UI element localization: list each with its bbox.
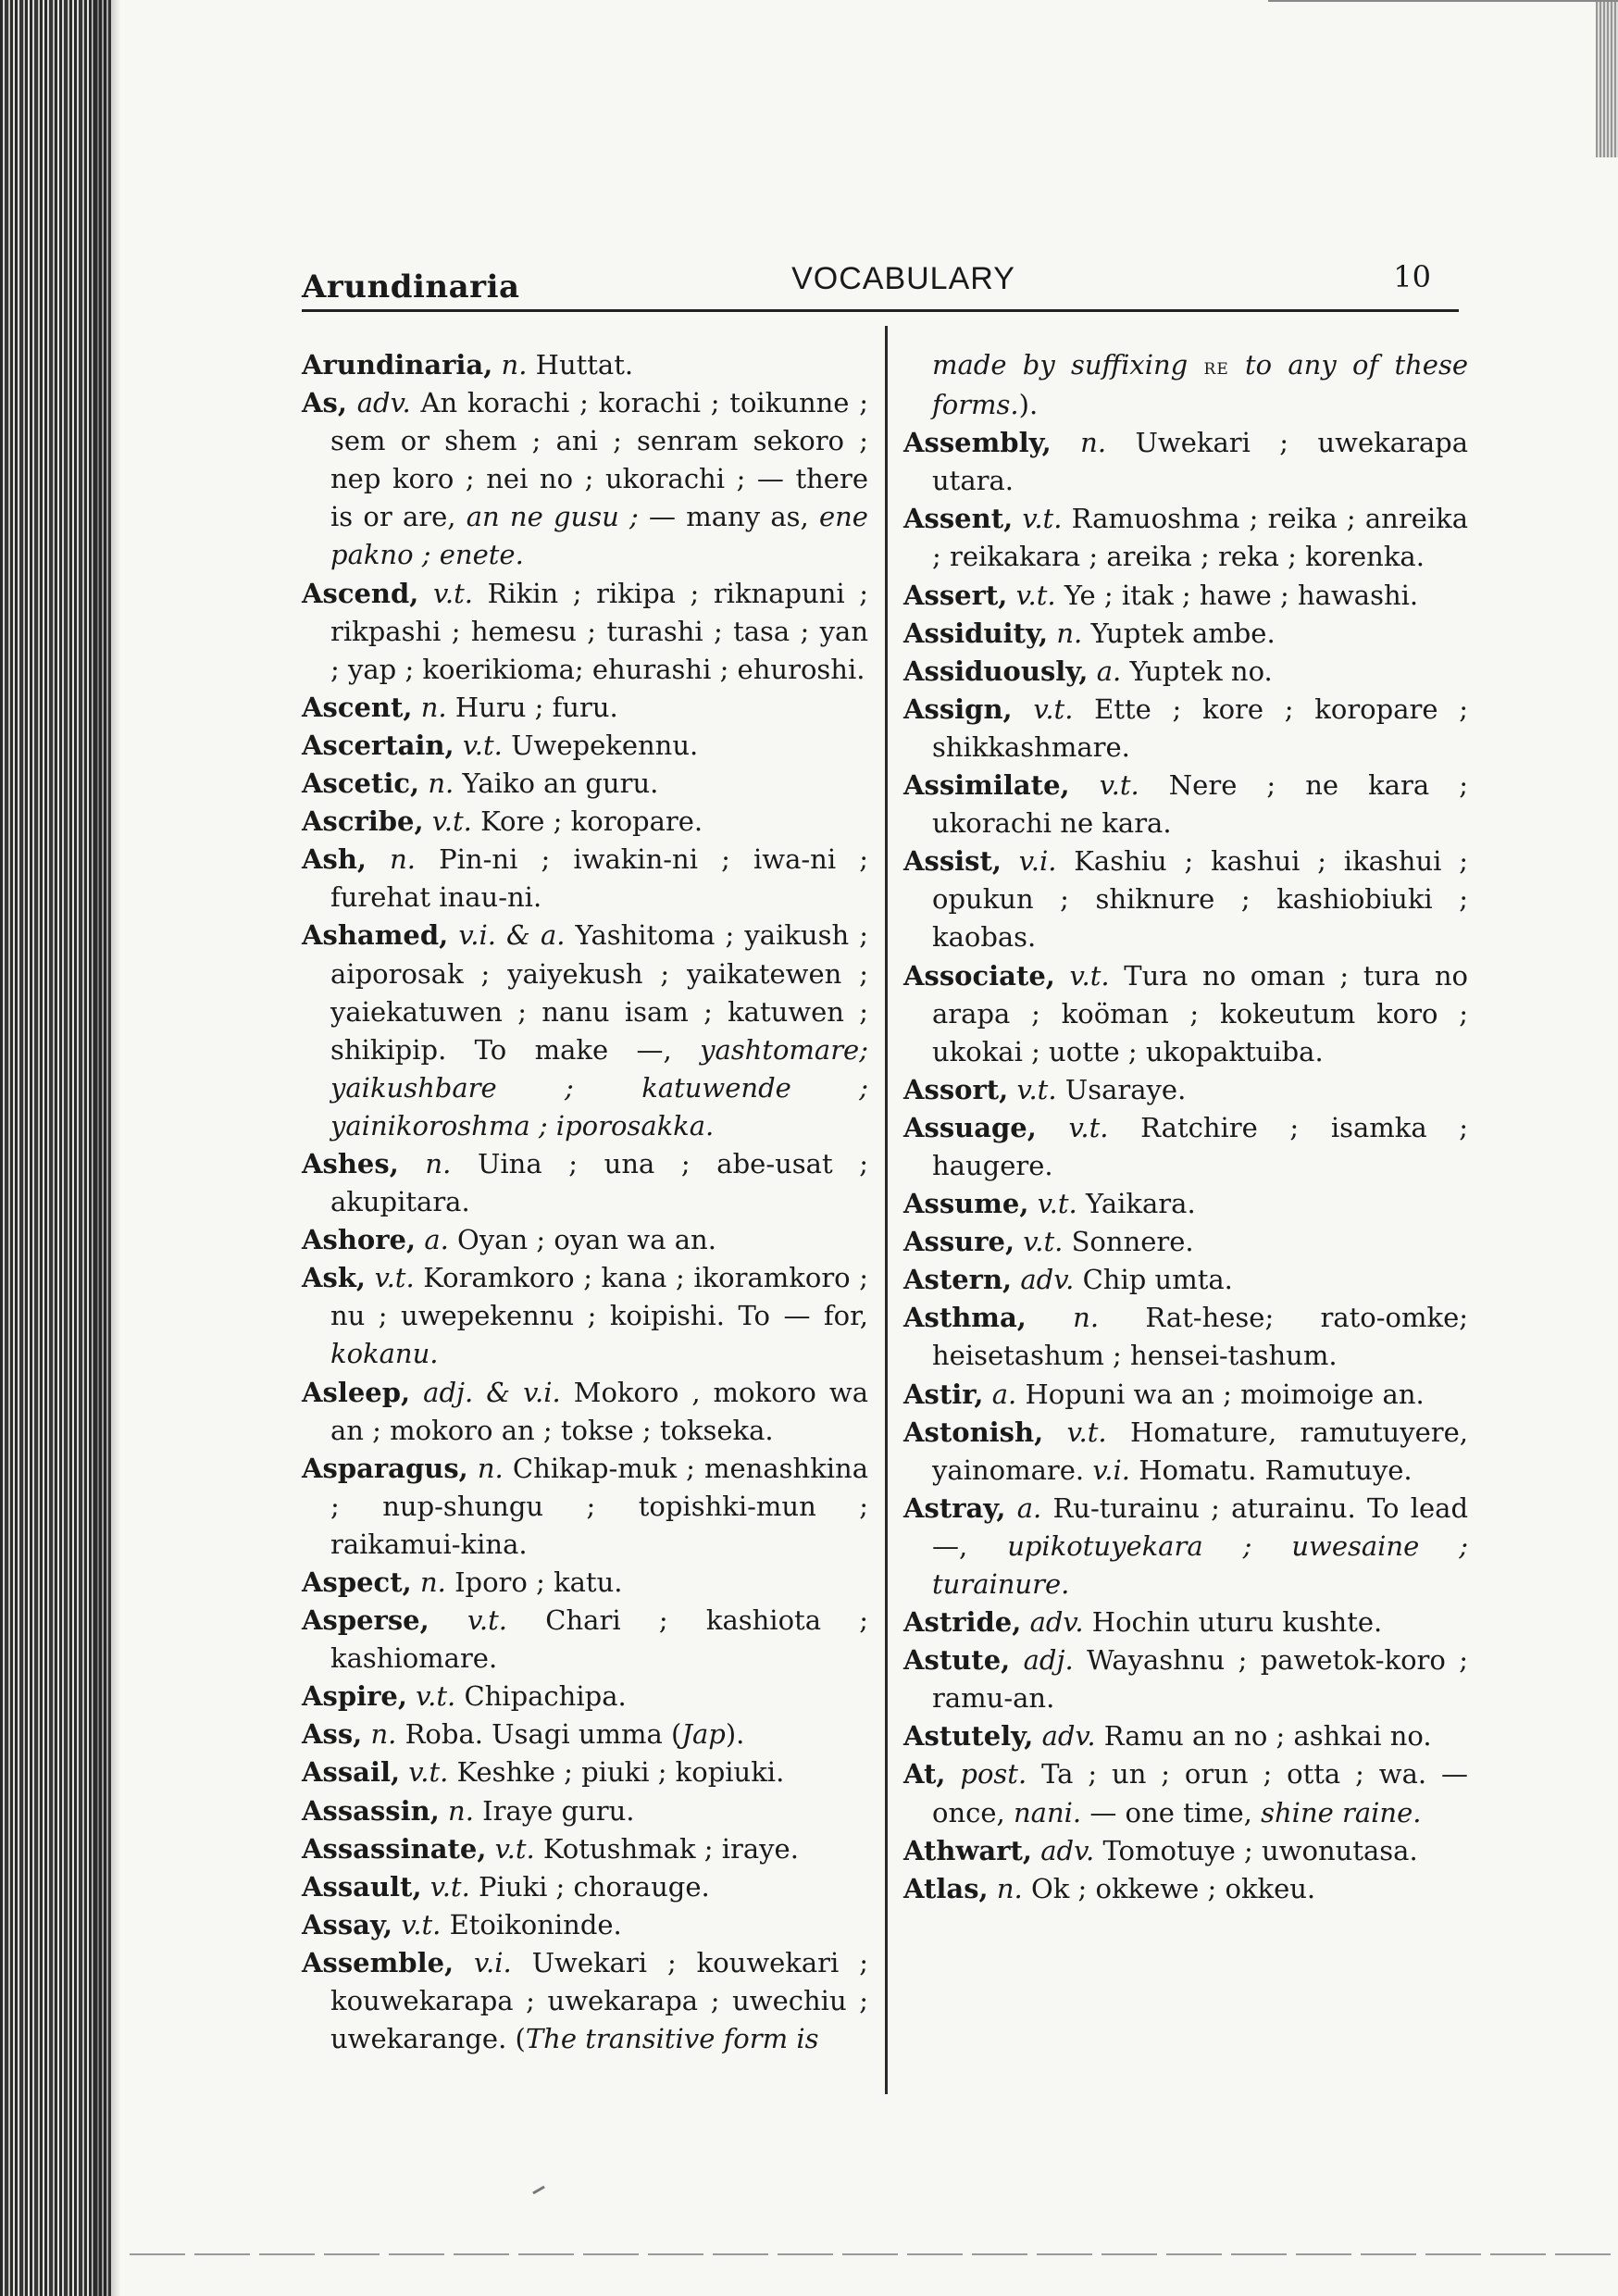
page-edge-shadow bbox=[1596, 0, 1618, 157]
dictionary-entry bbox=[302, 765, 868, 803]
italic-translation: shine raine. bbox=[1261, 1796, 1422, 1828]
definition-text: Kashiu ; kashui ; ikashui ; opukun ; shiknure ; kashiobiuki ; kaobas. bbox=[932, 845, 1468, 954]
top-edge-line bbox=[1268, 0, 1618, 2]
part-of-speech: n. bbox=[1080, 427, 1107, 459]
part-of-speech: n. bbox=[425, 1147, 452, 1179]
headword: Assign, bbox=[903, 693, 1013, 725]
definition-text: Hochin uturu kushte. bbox=[1091, 1606, 1383, 1639]
headword: Astir, bbox=[903, 1378, 984, 1410]
page-number: 10 bbox=[1393, 259, 1431, 294]
headword: Ashore, bbox=[302, 1224, 417, 1256]
definition-text: Huru ; furu. bbox=[454, 691, 618, 723]
dictionary-entry bbox=[903, 1414, 1468, 1490]
italic-translation: nani. bbox=[1013, 1796, 1082, 1828]
dictionary-entry bbox=[903, 424, 1468, 500]
dictionary-entry bbox=[903, 1832, 1468, 1870]
right-column bbox=[903, 346, 1468, 1908]
headword: At, bbox=[903, 1758, 946, 1791]
headword: Assuage, bbox=[903, 1111, 1037, 1143]
part-of-speech: n. bbox=[1056, 617, 1083, 649]
definition-text: Kore ; koropare. bbox=[480, 805, 703, 838]
definition-text: Chip umta. bbox=[1082, 1264, 1233, 1296]
part-of-speech: adv. bbox=[1020, 1264, 1075, 1296]
part-of-speech: v.i. & a. bbox=[458, 919, 566, 952]
definition-text: Oyan ; oyan wa an. bbox=[457, 1224, 716, 1256]
dictionary-entry bbox=[903, 1603, 1468, 1641]
part-of-speech: v.i. bbox=[474, 1946, 512, 1978]
definition-text: Wayashnu ; pawetok-koro ; ramu-an. bbox=[932, 1644, 1468, 1715]
definition-text: Ette ; kore ; koropare ; shikkashmare. bbox=[932, 693, 1469, 763]
dictionary-entry bbox=[903, 653, 1468, 691]
part-of-speech: n. bbox=[1073, 1302, 1100, 1334]
headword: Assimilate, bbox=[903, 769, 1070, 802]
headword: Ascertain, bbox=[302, 729, 454, 761]
dictionary-entry bbox=[302, 575, 868, 689]
part-of-speech: v.t. bbox=[401, 1908, 442, 1940]
headword: Ascent, bbox=[302, 691, 413, 723]
dictionary-entry bbox=[903, 1490, 1468, 1603]
dictionary-entry bbox=[302, 1868, 868, 1906]
definition-text: ). bbox=[1018, 389, 1039, 421]
headword: Ask, bbox=[302, 1262, 367, 1294]
dictionary-entry bbox=[903, 957, 1468, 1071]
italic-translation: Jap bbox=[681, 1718, 726, 1751]
part-of-speech: adj. bbox=[1023, 1644, 1074, 1677]
dictionary-entry bbox=[903, 1071, 1468, 1109]
part-of-speech: n. bbox=[390, 843, 417, 876]
dictionary-entry bbox=[302, 917, 868, 1145]
definition-text: Huttat. bbox=[535, 349, 634, 381]
dictionary-entry bbox=[903, 767, 1468, 842]
part-of-speech: adv. bbox=[1041, 1720, 1096, 1753]
headword: Ascetic, bbox=[302, 767, 420, 800]
definition-text: Chipachipa. bbox=[464, 1680, 627, 1713]
part-of-speech: v.t. bbox=[1015, 579, 1056, 611]
italic-translation: upikotuyekara ; uwesaine ; turainure. bbox=[932, 1529, 1468, 1600]
headword: Assay, bbox=[302, 1908, 393, 1940]
definition-text: Nere ; ne kara ; ukorachi ne kara. bbox=[932, 769, 1468, 840]
part-of-speech: n. bbox=[420, 691, 447, 723]
headword: Ash, bbox=[302, 843, 367, 876]
dictionary-entry bbox=[302, 1753, 868, 1791]
headword: Assassin, bbox=[302, 1794, 440, 1827]
dictionary-entry bbox=[302, 841, 868, 917]
headword: Aspire, bbox=[302, 1680, 407, 1713]
headword: As, bbox=[302, 387, 347, 419]
part-of-speech: v.t. bbox=[1022, 503, 1063, 535]
dictionary-entry bbox=[903, 1109, 1468, 1185]
definition-text: Etoikoninde. bbox=[449, 1908, 622, 1940]
part-of-speech: a. bbox=[991, 1378, 1017, 1410]
part-of-speech: v.i. bbox=[1018, 845, 1057, 878]
headword: Assert, bbox=[903, 579, 1008, 611]
headword: Assault, bbox=[302, 1870, 422, 1903]
definition-text: Rikin ; rikipa ; riknapuni ; rikpashi ; hemesu ; turashi ; tasa ; yan ; yap ; koerikioma; ehurashi ; ehuroshi. bbox=[330, 577, 869, 685]
dictionary-entry bbox=[302, 1944, 868, 2058]
italic-translation: yashtomare; yaikushbare ; katuwende ; yainikoroshma ; iporosakka. bbox=[330, 1033, 868, 1142]
dictionary-entry bbox=[903, 1185, 1468, 1223]
running-head bbox=[302, 259, 1459, 307]
part-of-speech: v.t. bbox=[1069, 959, 1110, 992]
definition-text: Rat-hese; rato-omke; heisetashum ; hensei-tashum. bbox=[932, 1302, 1469, 1372]
headword: Assiduously, bbox=[903, 655, 1089, 687]
part-of-speech: n. bbox=[477, 1452, 504, 1484]
entry-continuation bbox=[903, 346, 1468, 424]
headword: Assassinate, bbox=[302, 1832, 487, 1865]
definition-text: Keshke ; piuki ; kopiuki. bbox=[456, 1756, 785, 1789]
dictionary-entry bbox=[903, 1755, 1468, 1831]
headword: Assail, bbox=[302, 1756, 401, 1789]
part-of-speech: n. bbox=[996, 1872, 1023, 1904]
dictionary-entry bbox=[302, 1830, 868, 1868]
binding-gutter-fade bbox=[93, 0, 120, 2296]
headword: Astern, bbox=[903, 1264, 1013, 1296]
headword: Arundinaria, bbox=[302, 349, 493, 381]
definition-text: An korachi ; korachi ; toikunne ; sem or shem ; ani ; senram sekoro ; nep koro ; nei no ; ukorachi ; — there is or are, bbox=[330, 387, 869, 533]
part-of-speech: v.t. bbox=[1033, 693, 1074, 725]
headword: Atlas, bbox=[903, 1872, 989, 1904]
headword: Astride, bbox=[903, 1606, 1022, 1639]
definition-text: Ratchire ; isamka ; haugere. bbox=[932, 1111, 1469, 1181]
part-of-speech: post. bbox=[960, 1758, 1027, 1791]
definition-text: Homature, ramutuyere, yainomare. bbox=[932, 1416, 1469, 1486]
definition-text: Piuki ; chorauge. bbox=[479, 1870, 710, 1903]
part-of-speech: a. bbox=[424, 1224, 449, 1256]
headword: Assort, bbox=[903, 1073, 1009, 1105]
dictionary-entry bbox=[903, 500, 1468, 576]
definition-text: Yaiko an guru. bbox=[462, 767, 659, 800]
part-of-speech: n. bbox=[501, 349, 528, 381]
definition-text: Ru-turainu ; aturainu. To lead —, bbox=[932, 1491, 1469, 1562]
dictionary-entry bbox=[302, 1906, 868, 1944]
part-of-speech: v.t. bbox=[1016, 1073, 1057, 1105]
headword: Assemble, bbox=[302, 1946, 454, 1978]
part-of-speech: v.t. bbox=[494, 1832, 535, 1865]
headword: Assume, bbox=[903, 1188, 1029, 1220]
dictionary-entry bbox=[903, 1870, 1468, 1908]
running-head-section-title: VOCABULARY bbox=[791, 261, 1015, 296]
part-of-speech: n. bbox=[419, 1566, 446, 1598]
headword: Asparagus, bbox=[302, 1452, 468, 1484]
headword: Astutely, bbox=[903, 1720, 1034, 1753]
part-of-speech: v.t. bbox=[1037, 1188, 1077, 1220]
part-of-speech: v.t. bbox=[1099, 769, 1139, 802]
dictionary-entry bbox=[903, 615, 1468, 653]
definition-text: Chari ; kashiota ; kashiomare. bbox=[330, 1604, 869, 1675]
dictionary-entry bbox=[903, 1641, 1468, 1717]
headword: Ascribe, bbox=[302, 805, 424, 838]
part-of-speech: v.t. bbox=[1023, 1226, 1064, 1258]
dictionary-entry bbox=[903, 577, 1468, 615]
definition-text: Uwepekennu. bbox=[511, 729, 699, 761]
dictionary-entry bbox=[302, 803, 868, 841]
definition-text: Yashitoma ; yaikush ; aiporosak ; yaiyekush ; yaikatewen ; yaiekatuwen ; nanu isam ; katuwen ; shikipip. To make —, bbox=[330, 919, 869, 1066]
headword: Asthma, bbox=[903, 1302, 1027, 1334]
part-of-speech: v.t. bbox=[467, 1604, 508, 1637]
running-head-guide-word: Arundinaria bbox=[302, 268, 520, 306]
small-caps-text: re bbox=[1203, 354, 1229, 380]
definition-text: Uwekari ; uwekarapa utara. bbox=[932, 427, 1469, 497]
definition-text: Mokoro , mokoro wa an ; mokoro an ; tokse ; tokseka. bbox=[330, 1376, 869, 1446]
definition-text: Usaraye. bbox=[1064, 1073, 1187, 1105]
part-of-speech: v.t. bbox=[416, 1680, 456, 1713]
dictionary-entry bbox=[302, 346, 868, 384]
headword: Astute, bbox=[903, 1644, 1011, 1677]
definition-text: Sonnere. bbox=[1071, 1226, 1194, 1258]
headword: Astonish, bbox=[903, 1416, 1044, 1448]
dictionary-entry bbox=[302, 1602, 868, 1678]
definition-text: Homatu. Ramutuye. bbox=[1130, 1454, 1413, 1486]
part-of-speech: adv. bbox=[1029, 1606, 1084, 1639]
dictionary-entry bbox=[302, 727, 868, 765]
dictionary-entry bbox=[903, 1223, 1468, 1261]
headword: Aspect, bbox=[302, 1566, 412, 1598]
headword: Associate, bbox=[903, 959, 1055, 992]
stray-mark bbox=[532, 2186, 545, 2195]
definition-text: Koramkoro ; kana ; ikoramkoro ; nu ; uwepekennu ; koipishi. To — for, bbox=[330, 1262, 869, 1332]
definition-text: Tura no oman ; tura no arapa ; koöman ; kokeutum koro ; ukokai ; uotte ; ukopaktuiba. bbox=[932, 959, 1469, 1067]
part-of-speech: n. bbox=[428, 767, 454, 800]
definition-text: — many as, bbox=[638, 501, 819, 533]
part-of-speech: v.t. bbox=[429, 1870, 470, 1903]
headword: Assembly, bbox=[903, 427, 1052, 459]
definition-text: Ok ; okkewe ; okkeu. bbox=[1030, 1872, 1316, 1904]
part-of-speech: v.t. bbox=[374, 1262, 415, 1294]
part-of-speech: adv. bbox=[356, 387, 411, 419]
part-of-speech: v.t. bbox=[408, 1756, 449, 1789]
definition-text: Roba. Usagi umma ( bbox=[404, 1718, 682, 1751]
definition-text: Yuptek no. bbox=[1129, 655, 1273, 687]
part-of-speech: n. bbox=[370, 1718, 397, 1751]
part-of-speech: a. bbox=[1016, 1491, 1042, 1524]
dictionary-entry bbox=[302, 1221, 868, 1259]
definition-text: Uwekari ; kouwekari ; kouwekarapa ; uwekarapa ; uwechiu ; uwekarange. ( bbox=[330, 1946, 868, 2055]
definition-text: Uina ; una ; abe-usat ; akupitara. bbox=[330, 1147, 869, 1218]
part-of-speech: v.t. bbox=[432, 577, 474, 609]
bottom-edge-line bbox=[130, 2253, 1618, 2255]
dictionary-entry bbox=[302, 1678, 868, 1716]
definition-text: Iraye guru. bbox=[482, 1794, 635, 1827]
italic-translation: The transitive form is bbox=[525, 2023, 819, 2055]
dictionary-entry bbox=[302, 689, 868, 727]
left-column bbox=[302, 346, 868, 2058]
dictionary-entry bbox=[302, 1564, 868, 1602]
italic-translation: ene pakno ; enete. bbox=[330, 501, 868, 571]
part-of-speech: n. bbox=[448, 1794, 474, 1827]
dictionary-entry bbox=[302, 384, 868, 574]
headword: Asperse, bbox=[302, 1604, 429, 1637]
dictionary-entry bbox=[903, 691, 1468, 767]
definition-text: — one time, bbox=[1081, 1796, 1262, 1828]
italic-translation: v.i. bbox=[1092, 1454, 1130, 1486]
headword: Ashamed, bbox=[302, 919, 449, 952]
definition-text: ). bbox=[725, 1718, 745, 1751]
dictionary-entry bbox=[903, 1717, 1468, 1755]
dictionary-entry bbox=[302, 1374, 868, 1450]
definition-text: Ye ; itak ; hawe ; hawashi. bbox=[1064, 579, 1419, 611]
definition-text: Tomotuye ; uwonutasa. bbox=[1102, 1834, 1418, 1866]
headword: Ashes, bbox=[302, 1147, 399, 1179]
italic-translation: to any of these forms. bbox=[932, 349, 1468, 421]
dictionary-entry bbox=[903, 1299, 1468, 1375]
dictionary-entry bbox=[903, 842, 1468, 956]
definition-text: Chikap-muk ; menashkina ; nup-shungu ; topishki-mun ; raikamui-kina. bbox=[330, 1452, 869, 1560]
headword: Assent, bbox=[903, 503, 1014, 535]
part-of-speech: v.t. bbox=[1066, 1416, 1107, 1448]
column-divider bbox=[885, 326, 888, 2094]
definition-text: Ta ; un ; orun ; otta ; wa. — once, bbox=[932, 1758, 1469, 1828]
headword: Astray, bbox=[903, 1491, 1006, 1524]
dictionary-entry bbox=[302, 1145, 868, 1221]
part-of-speech: adj. & v.i. bbox=[423, 1376, 561, 1408]
headword: Ass, bbox=[302, 1718, 363, 1751]
definition-text: Yaikara. bbox=[1085, 1188, 1196, 1220]
headword: Ascend, bbox=[302, 577, 419, 609]
definition-text: Hopuni wa an ; moimoige an. bbox=[1025, 1378, 1425, 1410]
part-of-speech: v.t. bbox=[1068, 1111, 1109, 1143]
definition-text: Iporo ; katu. bbox=[454, 1566, 623, 1598]
part-of-speech: v.t. bbox=[462, 729, 503, 761]
dictionary-entry bbox=[302, 1716, 868, 1753]
italic-translation: kokanu. bbox=[330, 1338, 439, 1370]
header-rule bbox=[302, 309, 1459, 312]
dictionary-entry bbox=[903, 1376, 1468, 1414]
headword: Asleep, bbox=[302, 1376, 411, 1408]
definition-text: Ramuoshma ; reika ; anreika ; reikakara ; areika ; reka ; korenka. bbox=[932, 503, 1469, 573]
part-of-speech: a. bbox=[1096, 655, 1122, 687]
dictionary-entry bbox=[903, 1261, 1468, 1299]
headword: Assiduity, bbox=[903, 617, 1049, 649]
dictionary-entry bbox=[302, 1259, 868, 1373]
definition-text: Yuptek ambe. bbox=[1090, 617, 1276, 649]
italic-translation: an ne gusu ; bbox=[466, 501, 639, 533]
italic-translation: made by suffixing bbox=[932, 349, 1204, 381]
headword: Assure, bbox=[903, 1226, 1015, 1258]
definition-text: Pin-ni ; iwakin-ni ; iwa-ni ; furehat inau-ni. bbox=[330, 843, 869, 914]
dictionary-entry bbox=[302, 1792, 868, 1830]
definition-text: Kotushmak ; iraye. bbox=[542, 1832, 799, 1865]
definition-text: Ramu an no ; ashkai no. bbox=[1103, 1720, 1432, 1753]
headword: Assist, bbox=[903, 845, 1002, 878]
dictionary-entry bbox=[302, 1450, 868, 1564]
headword: Athwart, bbox=[903, 1834, 1032, 1866]
part-of-speech: adv. bbox=[1040, 1834, 1095, 1866]
part-of-speech: v.t. bbox=[431, 805, 472, 838]
